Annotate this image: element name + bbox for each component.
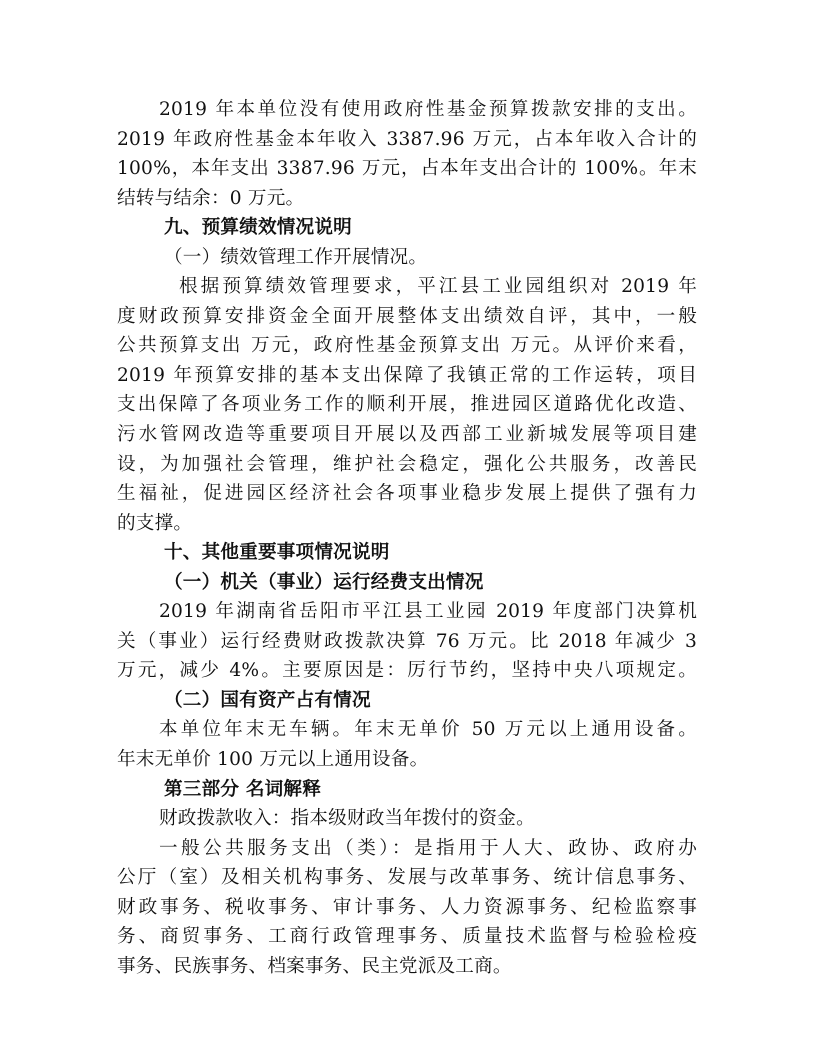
subsection-heading: （一）绩效管理工作开展情况。 (164, 246, 428, 268)
paragraph-line: 生福祉，促进园区经济社会各项事业稳步发展上提供了强有力 (117, 483, 697, 505)
paragraph-line: 根据预算绩效管理要求，平江县工业园组织对 2019 年 (179, 276, 697, 298)
paragraph-line: 100%，本年支出 3387.96 万元，占本年支出合计的 100%。年末 (117, 158, 697, 180)
part-heading: 第三部分 名词解释 (164, 778, 322, 800)
subsection-heading: （二）国有资产占有情况 (164, 689, 371, 711)
paragraph-line: 污水管网改造等重要项目开展以及西部工业新城发展等项目建 (117, 424, 697, 446)
paragraph-line: 一般公共服务支出（类）：是指用于人大、政协、政府办 (159, 837, 697, 859)
paragraph-line: 年末无单价 100 万元以上通用设备。 (117, 749, 429, 771)
paragraph-line: 2019 年政府性基金本年收入 3387.96 万元，占本年收入合计的 (117, 128, 697, 150)
section-heading-ten: 十、其他重要事项情况说明 (164, 542, 390, 564)
paragraph-line: 财政事务、税收事务、审计事务、人力资源事务、纪检监察事 (117, 896, 697, 918)
paragraph-line: 财政拨款收入：指本级财政当年拨付的资金。 (159, 808, 535, 830)
paragraph-line: 结转与结余：0 万元。 (117, 187, 305, 209)
paragraph-line: 万元，减少 4%。主要原因是：厉行节约，坚持中央八项规定。 (117, 660, 697, 682)
paragraph-line: 支出保障了各项业务工作的顺利开展，推进园区道路优化改造、 (117, 394, 697, 416)
subsection-heading: （一）机关（事业）运行经费支出情况 (164, 571, 484, 593)
paragraph-line: 2019 年本单位没有使用政府性基金预算拨款安排的支出。 (159, 99, 697, 120)
paragraph-line: 公共预算支出 万元，政府性基金预算支出 万元。从评价来看， (117, 335, 697, 357)
paragraph-line: 事务、民族事务、档案事务、民主党派及工商。 (117, 955, 512, 977)
paragraph-line: 务、商贸事务、工商行政管理事务、质量技术监督与检验检疫 (117, 926, 697, 948)
paragraph-line: 关（事业）运行经费财政拨款决算 76 万元。比 2018 年减少 3 (117, 630, 697, 652)
paragraph-line: 本单位年末无车辆。年末无单价 50 万元以上通用设备。 (159, 719, 697, 741)
paragraph-line: 度财政预算安排资金全面开展整体支出绩效自评，其中，一般 (117, 305, 697, 327)
document-page (117, 95, 697, 981)
paragraph-line: 2019 年湖南省岳阳市平江县工业园 2019 年度部门决算机 (159, 601, 697, 623)
section-heading-nine: 九、预算绩效情况说明 (164, 217, 352, 239)
paragraph-line: 2019 年预算安排的基本支出保障了我镇正常的工作运转，项目 (117, 364, 697, 386)
paragraph-line: 设，为加强社会管理，维护社会稳定，强化公共服务，改善民 (117, 453, 697, 475)
paragraph-line: 公厅（室）及相关机构事务、发展与改革事务、统计信息事务、 (117, 867, 697, 889)
paragraph-line: 的支撑。 (117, 512, 193, 534)
